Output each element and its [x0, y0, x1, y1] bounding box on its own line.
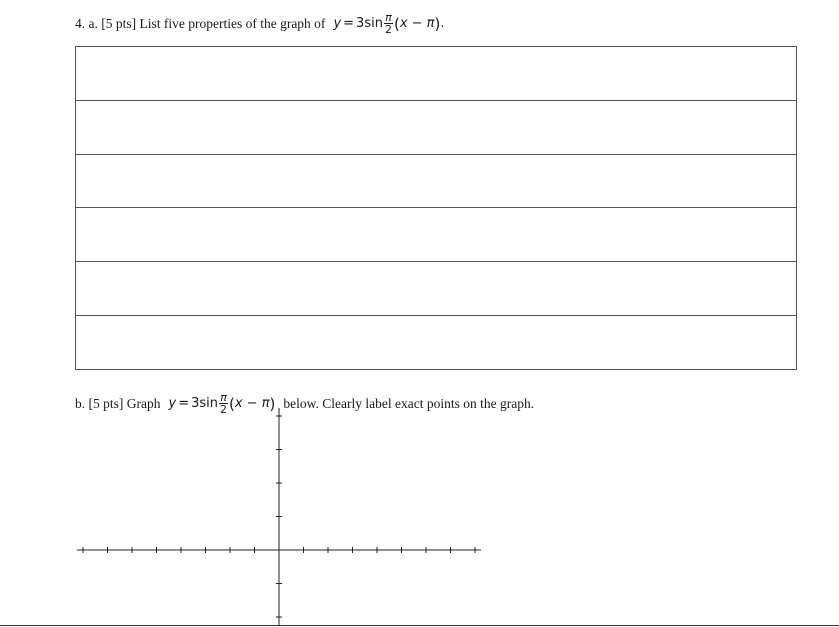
page-bottom-divider: [0, 625, 839, 626]
equation-a-frac-den: 2: [384, 23, 392, 36]
equation-b-lhs: y: [168, 396, 177, 411]
equation-b-arg: x − π: [234, 396, 270, 411]
equation-a-frac-num: π: [385, 11, 392, 24]
equation-a: y = 3sin $\frac{\pi}{2}$ ( x − π ) .: [333, 11, 445, 36]
equation-b-coef: 3sin: [191, 396, 218, 411]
equation-a-suffix: .: [440, 16, 445, 31]
question-b-text: b. [5 pts] Graph: [75, 395, 161, 411]
equation-a-lhs: y: [333, 16, 342, 31]
equation-b-equals: =: [178, 396, 190, 411]
equation-a-equals: =: [343, 16, 355, 31]
equation-a-coef: 3sin: [356, 16, 383, 31]
equation-b-frac-den: 2: [220, 403, 227, 416]
equation-b-frac-num: π: [220, 391, 227, 404]
question-a-text: 4. a. [5 pts] List five properties of the graph of: [75, 15, 326, 31]
equation-a-arg: x − π: [399, 16, 435, 31]
question-b-suffix: below. Clearly label exact points on the graph.: [283, 395, 535, 411]
equation-b: y = 3sin $\frac{\pi}{2}$ ( x − π ): [168, 391, 276, 416]
